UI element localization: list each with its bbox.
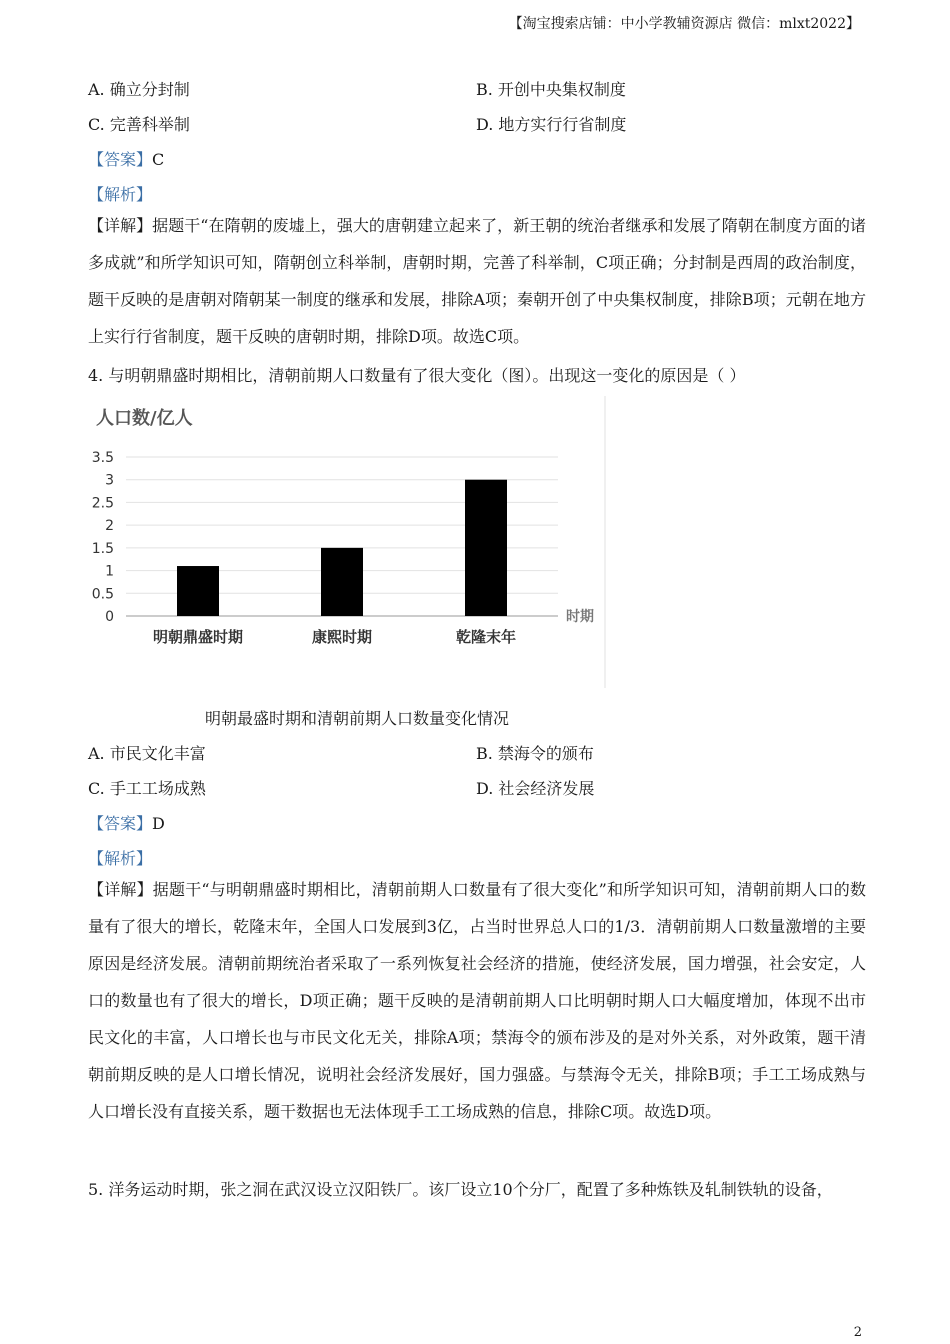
chart-y-tick-label: 1.5 xyxy=(91,540,114,557)
population-chart xyxy=(88,396,608,688)
chart-y-tick-label: 2 xyxy=(105,518,114,535)
answer-tag: 【答案】 xyxy=(88,150,153,169)
q4-option-b: B. 禁海令的颁布 xyxy=(476,744,594,763)
answer-tag: 【答案】 xyxy=(88,814,153,833)
chart-y-tick-label: 0.5 xyxy=(91,586,114,603)
q3-option-d: D. 地方实行行省制度 xyxy=(476,115,627,134)
q3-option-b: B. 开创中央集权制度 xyxy=(476,80,626,99)
q3-answer xyxy=(88,147,164,170)
chart-x-tick-label: 明朝鼎盛时期 xyxy=(152,628,244,646)
chart-bar xyxy=(465,480,507,616)
chart-x-tick-label: 乾隆末年 xyxy=(455,628,517,646)
chart-caption: 明朝最盛时期和清朝前期人口数量变化情况 xyxy=(205,709,510,728)
page-number: 2 xyxy=(853,1325,862,1340)
chart-bar xyxy=(321,548,363,616)
q3-analysis-tag: 【解析】 xyxy=(88,185,153,204)
q4-option-d: D. 社会经济发展 xyxy=(476,779,595,798)
chart-y-tick-label: 2.5 xyxy=(91,495,114,512)
chart-y-tick-label: 3 xyxy=(105,472,114,489)
q4-option-c: C. 手工工场成熟 xyxy=(88,779,206,798)
answer-value: C xyxy=(152,150,165,169)
q3-option-a: A. 确立分封制 xyxy=(88,80,190,99)
chart-y-ticks xyxy=(92,450,114,625)
page-header: 【淘宝搜索店铺：中小学教辅资源店 微信：mlxt2022】 xyxy=(508,16,860,32)
chart-y-tick-label: 0 xyxy=(105,609,114,625)
chart-y-tick-label: 3.5 xyxy=(91,450,114,466)
chart-x-axis-label: 时期 xyxy=(566,609,594,625)
chart-y-tick-label: 1 xyxy=(105,563,114,580)
chart-x-tick-label: 康熙时期 xyxy=(311,628,373,646)
population-bar-chart xyxy=(88,396,608,688)
answer-value: D xyxy=(152,814,165,833)
chart-bar xyxy=(177,566,219,616)
q3-option-c: C. 完善科举制 xyxy=(88,115,190,134)
q4-answer xyxy=(88,811,165,834)
q4-detail: 【详解】据题干“与明朝鼎盛时期相比，清朝前期人口数量有了很大变化”和所学知识可知，清朝前期人口的数量有了很大的增长，乾隆末年，全国人口发展到3亿，占当时世界总人口的1/3．清朝前期人口数量激增的主要原因是经济发展。清朝前期统治者采取了一系列恢复社会经济的措施，使经济发展，国力增强，社会安定，人口的数量也有了很大的增长，D项正确；题干反映的是清朝前期人口比明朝时期人口大幅度增加，体现不出市民文化的丰富，人口增长也与市民文化无关，排除A项；禁海令的颁布涉及的是对外关系，对外政策，题干清朝前期反映的是人口增长情况，说明社会经济发展好，国力强盛。与禁海令无关，排除B项；手工工场成熟与人口增长没有直接关系，题干数据也无法体现手工工场成熟的信息，排除C项。故选D项。 xyxy=(88,880,866,1121)
chart-y-axis-label: 人口数/亿人 xyxy=(96,408,193,429)
q4-analysis-tag: 【解析】 xyxy=(88,849,153,868)
chart-x-ticks xyxy=(153,628,516,646)
q5-stem: 5. 洋务运动时期，张之洞在武汉设立汉阳铁厂。该厂设立10个分厂，配置了多种炼铁及轧制铁轨的设备， xyxy=(88,1180,833,1199)
q4-option-a: A. 市民文化丰富 xyxy=(88,744,206,763)
q4-stem: 4. 与明朝鼎盛时期相比，清朝前期人口数量有了很大变化（图）。出现这一变化的原因是（ ） xyxy=(88,366,746,385)
q3-detail: 【详解】据题干“在隋朝的废墟上，强大的唐朝建立起来了，新王朝的统治者继承和发展了隋朝在制度方面的诸多成就”和所学知识可知，隋朝创立科举制，唐朝时期，完善了科举制，C项正确；分封制是西周的政治制度，题干反映的是唐朝对隋朝某一制度的继承和发展，排除A项；秦朝开创了中央集权制度，排除B项；元朝在地方上实行行省制度，题干反映的唐朝时期，排除D项。故选C项。 xyxy=(88,216,866,346)
